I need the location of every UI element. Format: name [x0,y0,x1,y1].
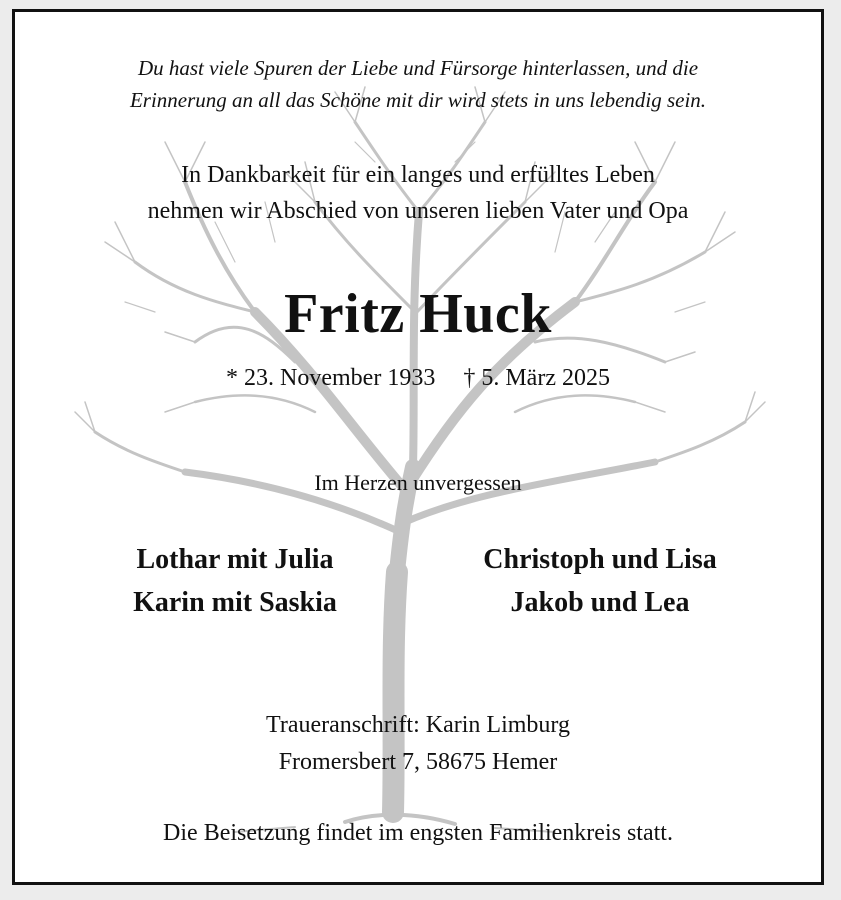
deceased-name: Fritz Huck [284,283,552,345]
intro-line-1: In Dankbarkeit für ein langes und erfülltes Leben [181,162,655,188]
family-left-2: Karin mit Saskia [133,587,337,618]
family-left-1: Lothar mit Julia [136,544,334,575]
funeral-note: Die Beisetzung findet im engsten Familienkreis statt. [163,820,673,846]
family-right-1: Christoph und Lisa [483,544,717,575]
birth-date: * 23. November 1933 [226,365,436,391]
quote-line-1: Du hast viele Spuren der Liebe und Fürsorge hinterlassen, und die [137,56,699,80]
death-date: † 5. März 2025 [463,365,610,391]
address-line-1: Traueranschrift: Karin Limburg [266,712,570,738]
quote-line-2: Erinnerung an all das Schöne mit dir wird stets in uns lebendig sein. [129,88,707,112]
obituary-notice [12,9,824,885]
family-right-2: Jakob und Lea [510,587,690,618]
remembrance-text: Im Herzen unvergessen [314,470,522,495]
address-line-2: Fromersbert 7, 58675 Hemer [278,749,558,775]
life-dates [15,365,821,392]
intro-line-2: nehmen wir Abschied von unseren lieben Vater und Opa [147,198,689,224]
